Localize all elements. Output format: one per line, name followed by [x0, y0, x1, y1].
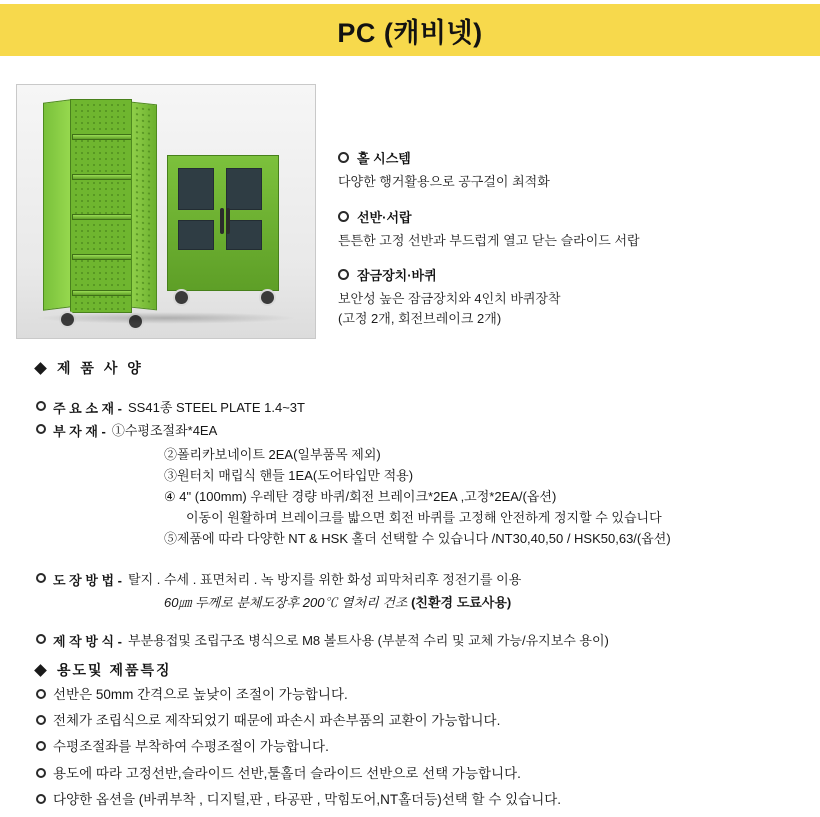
product-photo	[16, 84, 316, 339]
feature-heading	[338, 265, 804, 284]
spec-title-text: 제 품 사 양	[57, 360, 144, 376]
usage-section-title	[36, 660, 172, 680]
shelf	[72, 254, 132, 260]
shelf	[72, 174, 132, 180]
shelf	[72, 214, 132, 220]
photo-background	[17, 85, 315, 338]
spec-label	[36, 631, 122, 650]
list-item	[36, 712, 796, 730]
floor-shadow	[35, 312, 297, 324]
ring-bullet-icon	[338, 152, 349, 163]
spec-value: ①수평조절좌*4EA	[111, 423, 218, 439]
spec-row-material	[36, 398, 788, 418]
spec-row-paint	[36, 570, 788, 614]
spec-row-manufacture	[36, 631, 788, 651]
usage-item-text: 수평조절좌를 부착하여 수평조절이 가능합니다.	[53, 739, 329, 755]
caster-wheel	[259, 289, 276, 306]
submaterial-line: ②폴리카보네이트 2EA(일부품목 제외)	[164, 447, 381, 463]
paint-second-line	[164, 593, 788, 614]
submaterial-line: 이동이 원활하며 브레이크를 밟으면 회전 바퀴를 고정해 안전하게 정지할 수 있습니다	[186, 510, 662, 526]
ring-bullet-icon	[36, 794, 46, 804]
feature-title: 홀 시스템	[357, 151, 411, 166]
feature-item	[338, 207, 804, 251]
spec-value: 부분용접및 조립구조 병식으로 M8 볼트사용 (부분적 수리 및 교체 가능/유지보수 용이)	[128, 633, 609, 649]
door-window	[226, 168, 262, 210]
feature-title: 선반·서랍	[357, 209, 412, 225]
ring-bullet-icon	[36, 715, 46, 725]
perforated-panel	[134, 105, 154, 307]
spec-label	[36, 570, 122, 589]
spec-label-text: 주 요 소 재 -	[53, 401, 123, 416]
submaterial-line: ④ 4" (100mm) 우레탄 경량 바퀴/회전 브레이크*2EA ,고정*2EA/(옵션)	[164, 489, 557, 505]
ring-bullet-icon	[36, 768, 46, 778]
ring-bullet-icon	[36, 573, 46, 583]
cabinet-right-door	[131, 102, 157, 311]
submaterial-line: ③원터치 매립식 핸들 1EA(도어타입만 적용)	[164, 468, 414, 484]
ring-bullet-icon	[36, 689, 46, 699]
feature-item	[338, 148, 804, 192]
page-header-banner	[0, 4, 820, 56]
shelf	[72, 134, 132, 140]
feature-description: 튼튼한 고정 선반과 부드럽게 열고 닫는 슬라이드 서랍	[338, 232, 640, 248]
spec-label	[36, 398, 122, 417]
list-item	[36, 791, 796, 809]
cabinet-body-open	[70, 99, 132, 313]
submaterial-detail-lines	[164, 444, 788, 549]
spec-label-text: 도 장 방 법 -	[53, 572, 123, 588]
shelf	[72, 290, 132, 296]
caster-wheel	[173, 289, 190, 306]
list-item	[36, 765, 796, 783]
door-window	[178, 168, 214, 210]
usage-item-text: 용도에 따라 고정선반,슬라이드 선반,툴홀더 슬라이드 선반으로 선택 가능합니다.	[53, 765, 521, 781]
door-window	[226, 220, 262, 250]
ring-bullet-icon	[36, 401, 46, 411]
usage-item-text: 다양한 옵션을 (바퀴부착 , 디지털,판 , 타공판 , 막힘도어,NT홀더등)선택 할 수 있습니다.	[53, 791, 562, 807]
spec-section-title	[36, 358, 144, 378]
spec-label	[36, 421, 106, 440]
feature-heading	[338, 207, 804, 226]
ring-bullet-icon	[36, 424, 46, 434]
ring-bullet-icon	[338, 211, 349, 222]
feature-item	[338, 265, 804, 328]
usage-list	[36, 686, 796, 817]
door-handle	[220, 208, 224, 234]
ring-bullet-icon	[338, 269, 349, 280]
diamond-bullet-icon	[34, 362, 47, 375]
spec-value: 탈지 . 수세 . 표면처리 . 녹 방지를 위한 화성 피막처리후 정전기를 이용	[128, 571, 522, 587]
feature-title: 잠금장치·바퀴	[357, 268, 437, 283]
lock-handle	[226, 208, 230, 234]
list-item	[36, 686, 796, 704]
cabinet-closed-illustration	[167, 155, 285, 315]
paint-eco-note: (친환경 도료사용)	[411, 594, 512, 610]
usage-title-text: 용도및 제품특징	[57, 662, 172, 678]
spec-value: SS41종 STEEL PLATE 1.4~3T	[128, 400, 305, 415]
ring-bullet-icon	[36, 634, 46, 644]
feature-description: 다양한 행거활용으로 공구걸이 최적화	[338, 174, 550, 189]
cabinet-body-closed	[167, 155, 279, 291]
paint-line2-text: 60㎛ 두께로 분체도장후 200℃ 열처리 건조	[164, 594, 412, 610]
usage-item-text: 전체가 조립식으로 제작되었기 때문에 파손시 파손부품의 교환이 가능합니다.	[53, 713, 501, 729]
spec-list	[36, 398, 788, 655]
door-window	[178, 220, 214, 250]
submaterial-line: ⑤제품에 따라 다양한 NT & HSK 홀더 선택할 수 있습니다 /NT30,40,50 / HSK50,63/(옵션)	[164, 531, 671, 547]
ring-bullet-icon	[36, 741, 46, 751]
cabinet-left-door	[43, 99, 71, 310]
cabinet-open-illustration	[43, 99, 161, 317]
list-item	[36, 738, 796, 756]
feature-list	[338, 148, 804, 343]
usage-item-text: 선반은 50mm 간격으로 높낮이 조절이 가능합니다.	[53, 687, 348, 702]
page-title: PC (캐비넷)	[337, 17, 483, 48]
feature-description-secondary: (고정 2개, 회전브레이크 2개)	[338, 310, 502, 326]
spec-label-text: 부 자 재 -	[53, 424, 106, 440]
spec-label-text: 제 작 방 식 -	[53, 634, 123, 650]
diamond-bullet-icon	[34, 664, 47, 677]
feature-heading	[338, 148, 804, 167]
feature-description: 보안성 높은 잠금장치와 4인치 바퀴장착	[338, 291, 561, 306]
paint-first-line	[36, 570, 788, 590]
spec-row-submaterial	[36, 421, 788, 441]
